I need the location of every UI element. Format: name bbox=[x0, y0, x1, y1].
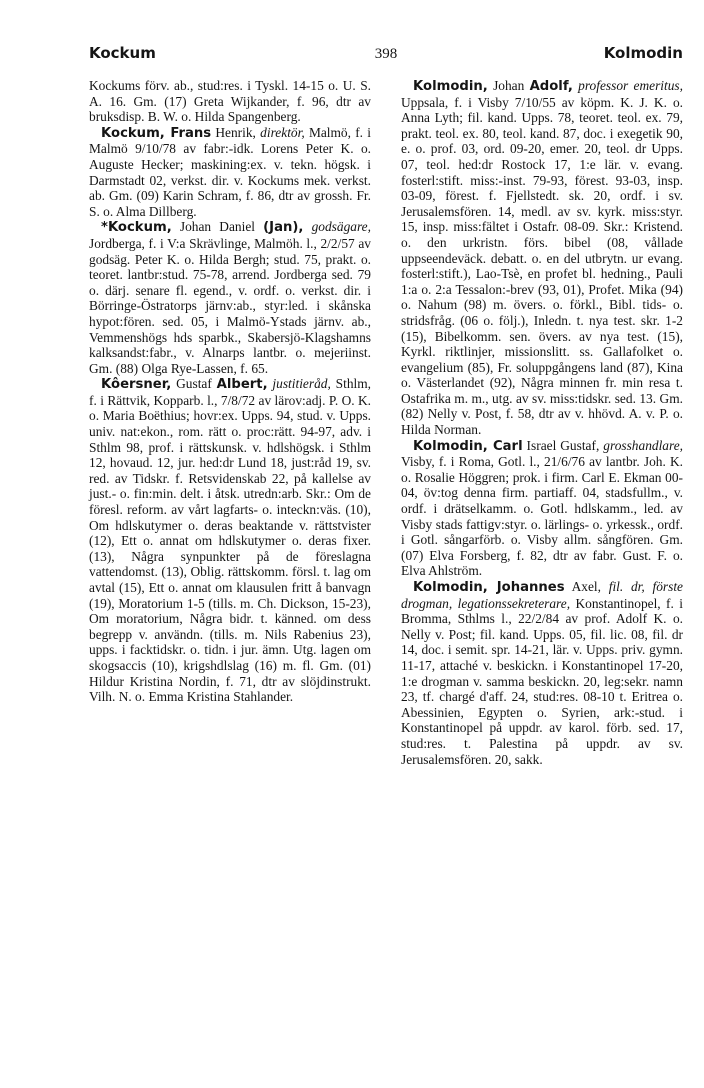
entry-name: Kolmodin, bbox=[413, 79, 488, 94]
entry-title: justitieråd, bbox=[267, 376, 331, 392]
entry-name: Kolmodin, Carl bbox=[413, 438, 523, 454]
continued-entry-text: Kockums förv. ab., stud:res. i Tyskl. 14-15 o. U. S. A. 16. Gm. (17) Greta Wijkander, f. 96, dtr av bruksdisp. B. W. o. Hilda Spangenberg. bbox=[89, 78, 371, 125]
entry-koersner-albert bbox=[89, 376, 371, 704]
left-column bbox=[89, 78, 371, 705]
entry-given-names: Johan bbox=[487, 78, 530, 93]
entry-kolmodin-carl bbox=[401, 438, 683, 579]
entry-title: godsägare, bbox=[303, 219, 371, 235]
entry-given-names: Henrik, bbox=[211, 124, 261, 140]
entry-title: grosshandlare, bbox=[603, 437, 684, 453]
entry-title: professor emeritus, bbox=[572, 78, 683, 93]
running-header bbox=[89, 44, 683, 70]
entry-text: Visby, f. i Roma, Gotl. l., 21/6/76 av lantbr. Joh. K. o. Rosalie Höggren; prok. i firm. Carl E. Ekman 00-04, öv:tog denna firm. partiaff. 04, stadsfullm., v. ordf. i drätselkamm. o. Gotl. hdlskamm., led. av Visby stads fattigv:styr. o. lärlings- o. yrkessk., ordf. i Gotl. sångarförb. o. Visby allm. sångfören. Gm. (07) Elva Forsberg, f. 82, dtr av fabr. Gust. F. o. Elva Ahlström. bbox=[401, 454, 683, 579]
entry-called-name: (Jan), bbox=[263, 220, 304, 236]
entry-name: Kockum, Frans bbox=[101, 125, 212, 141]
entry-title: fil. dr, förste drogman, legationssekreterare, bbox=[401, 579, 683, 611]
entry-name: *Kockum, bbox=[101, 220, 172, 236]
header-left-word: Kockum bbox=[89, 44, 156, 62]
entry-text: Konstantinopel, f. i Bromma, Sthlms l., 22/2/84 av prof. Adolf K. o. Nelly v. Post; fil. kand. Upps. 05, fil. lic. 08, fil. dr 14, doc. i semit. spr. 14-21, lär. v. Upps. priv. gymn. 11-17, attaché v. beskickn. i Konstantinopel 17-20, 1:e drogman v. samma beskickn. 20, leg:sekr. namn 23, tf. chargé d'aff. 24, stud:res. 08-10 t. Eritrea o. Abessinien, Egypten o. Syrien, ark:-stud. i Konstantinopel på uppdr. av karol. förb. sed. 17, stud:res. t. Palestina på uppdr. av sv. Jerusalemsfören. 20, sakk. bbox=[401, 595, 684, 767]
header-right-word: Kolmodin bbox=[603, 44, 683, 62]
right-column bbox=[401, 78, 683, 767]
entry-text: Uppsala, f. i Visby 7/10/55 av köpm. K. J. K. o. Anna Lyth; fil. kand. Upps. 78, teoret. teol. ex. 79, prakt. teol. ex. 80, teol. kand. 87, doc. i exegetik 90, e. o. prof. 03, ord. 09-20, emer. 20, teol. dr Upps. 07, teol. hed:dr Rostock 17, 1:e lär. v. evang. fosterl:stift. miss:-inst. 79-93, förest. 93-03, insp. 03-09, förest. f. Fjellstedt. sk. 20, ordf. i sv. Jerusalemsfören. 14, medl. av sv. kyrk. miss:styr. 15, insp. miss:fältet i Ostafr. 08-09. Skr.: Kristend. o. den urkristn. förs. bibel (08, vållade uppseendeväck. debatt. o. en del utbrytn. ur evang. fosterl:stift.), Lao-Tsè, en profet bl. hedning., Pauli 1:a o. 2:a Tessalon:-brev (93, 01), Profet. Mika (94) o. Nahum (98) m. övers. o. förkl., Bibl. tids- o. stridsfråg. (06 o. följ.), Inledn. t. nya test. skr. 1-2 (15), Bibelkomm. sen. övers. av nya test. (15), Kyrkl. riktlinjer, missionslitt. ss. Gallafolket o. evangelium (85), Fr. soluppgångens land (87), Kina o. Västerlandet (92), Några minnen fr. min resa t. Ostafrika m. m., utg. av sv. miss:tidskr. sed. 13. Gm. (82) Nelly v. Post, f. 58, dtr av v. hhövd. A. v. P. o. Hilda Norman. bbox=[401, 94, 683, 438]
entry-text: Sthlm, f. i Rättvik, Kopparb. l., 7/8/72 av lärov:adj. P. O. K. o. Maria Boëthius; hovr:ex. Upps. 94, stud. v. Upps. univ. nat:ekon., rom. rätt o. proc:rätt. 94-97, adv. i Sthlm 98, prof. i rättskunsk. v. hdlshögsk. i Sthlm 12, hovaud. 12, jur. hed:dr Lund 18, just:råd 19, sv. red. av Tidskr. f. Retsvidenskab 22, på kallelse av just.- o. fin:min. delt. i åtsk. utredn:arb. Skr.: Om de föresl. reform. av vårt lagfarts- o. inteckn:väs. (10), Om hdlskutymer o. deras beaktande v. rättstvister (12), Ett o. annat om hdlskutymer o. deras fixer. (13), Några synpunkter på de föreslagna vattendomst. (13), Oblig. rättskomm. försl. t. lag om avtal (15), Ett o. annat om klausulen fritt å banvagn (19), Moratorium 1-5 (tills. m. Ch. Dickson, 15-23), Om moratorium, Några bidr. t. känned. om dess begrepp v. användn. (tills. m. Nils Rabenius 23), upps. i facktidskr. o. tidn. i jur. ämn. Utg. lagen om skogsaccis (10), krigshdlslag (16) m. fl. Gm. (01) Hildur Kristina Nordin, f. 71, dtr av slöjdinstrukt. Vilh. N. o. Emma Kristina Stahlander. bbox=[89, 376, 371, 705]
entry-name: Kolmodin, Johannes bbox=[413, 580, 565, 595]
entry-given-names: Axel, bbox=[564, 579, 609, 594]
page-number: 398 bbox=[374, 46, 398, 62]
entry-name: Kôersner, bbox=[101, 377, 172, 393]
entry-kockum-jan bbox=[89, 219, 371, 376]
entry-title: direktör, bbox=[260, 124, 305, 140]
entry-text: Jordberga, f. i V:a Skrävlinge, Malmöh. l., 2/2/57 av godsäg. Peter K. o. Hilda Bergh; stud. 75, prakt. o. teoret. lantbr:stud. 75-78, arrend. Jordberga sed. 79 o. därj. senare fl. egend., v. ordf. o. verkst. dir. i Börringe-Östratorps järnv:ab., styr:led. i skånska hypot:fören. sed. 05, i Malmö-Ystads järnv. ab., Vemmenshögs hds sparbk., Skabersjö-Klagshamns kalksandst:fabr., v. Alnarps lantbr. o. mejeriinst. Gm. (88) Olga Rye-Lassen, f. 65. bbox=[89, 235, 371, 376]
entry-kockum-frans bbox=[89, 125, 371, 220]
entry-kolmodin-adolf bbox=[401, 78, 683, 438]
entry-given-names: Israel Gustaf, bbox=[522, 437, 604, 453]
entry-given-names: Gustaf bbox=[171, 376, 217, 392]
entry-kolmodin-johannes bbox=[401, 579, 683, 767]
entry-called-name: Albert, bbox=[216, 377, 268, 393]
entry-given-names: Johan Daniel bbox=[171, 219, 264, 235]
entry-called-name: Adolf, bbox=[529, 79, 573, 94]
entry-text: Malmö, f. i Malmö 9/10/78 av fabr:-idk. Lorens Peter K. o. Auguste Hecker; maskining:ex. v. tekn. högsk. i Darmstadt 02, verkst. dir. v. Kockums mek. verkst. ab. Gm. (09) Karin Schram, f. 86, dtr av grossh. Fr. S. o. Alma Dillberg. bbox=[89, 124, 371, 219]
